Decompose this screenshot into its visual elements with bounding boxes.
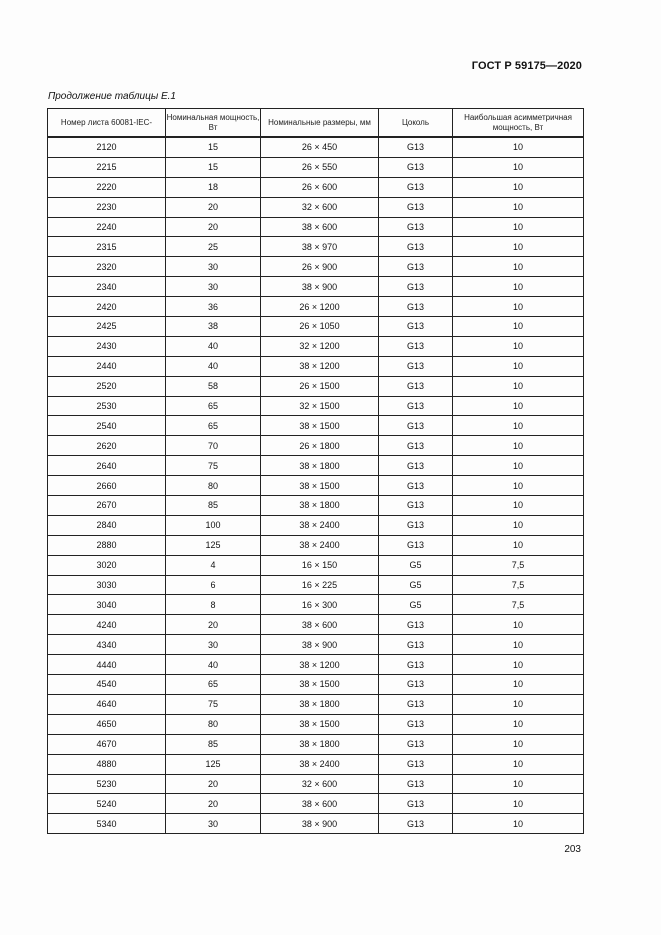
table-row	[48, 555, 584, 575]
cell-sheet-number: 4650	[48, 714, 166, 734]
cell-nominal-dimensions: 38 × 1500	[261, 675, 379, 695]
cell-cap: G5	[379, 575, 453, 595]
cell-nominal-power: 125	[166, 754, 261, 774]
cell-nominal-power: 30	[166, 635, 261, 655]
cell-nominal-power: 4	[166, 555, 261, 575]
cell-nominal-dimensions: 38 × 900	[261, 635, 379, 655]
column-header-nominal-dimensions: Номинальные размеры, мм	[261, 109, 379, 138]
cell-nominal-power: 8	[166, 595, 261, 615]
cell-max-asymmetric-power: 10	[453, 137, 584, 157]
cell-sheet-number: 4670	[48, 734, 166, 754]
cell-nominal-power: 20	[166, 794, 261, 814]
cell-sheet-number: 4340	[48, 635, 166, 655]
cell-nominal-power: 80	[166, 476, 261, 496]
column-header-nominal-power: Номинальная мощность, Вт	[166, 109, 261, 138]
table-row	[48, 575, 584, 595]
cell-max-asymmetric-power: 10	[453, 157, 584, 177]
table-row	[48, 595, 584, 615]
cell-max-asymmetric-power: 10	[453, 356, 584, 376]
table-row	[48, 396, 584, 416]
cell-max-asymmetric-power: 10	[453, 794, 584, 814]
cell-cap: G13	[379, 137, 453, 157]
cell-max-asymmetric-power: 7,5	[453, 595, 584, 615]
cell-nominal-dimensions: 38 × 900	[261, 277, 379, 297]
cell-sheet-number: 2640	[48, 456, 166, 476]
cell-sheet-number: 2430	[48, 336, 166, 356]
cell-sheet-number: 2340	[48, 277, 166, 297]
cell-nominal-power: 30	[166, 277, 261, 297]
table-row	[48, 356, 584, 376]
cell-max-asymmetric-power: 7,5	[453, 575, 584, 595]
cell-nominal-dimensions: 38 × 1200	[261, 356, 379, 376]
cell-max-asymmetric-power: 10	[453, 317, 584, 337]
cell-nominal-dimensions: 32 × 600	[261, 197, 379, 217]
cell-cap: G13	[379, 177, 453, 197]
cell-max-asymmetric-power: 10	[453, 177, 584, 197]
cell-max-asymmetric-power: 10	[453, 217, 584, 237]
table-row	[48, 655, 584, 675]
table-caption: Продолжение таблицы Е.1	[48, 91, 176, 102]
cell-cap: G13	[379, 456, 453, 476]
cell-nominal-power: 100	[166, 515, 261, 535]
cell-sheet-number: 2540	[48, 416, 166, 436]
cell-sheet-number: 5340	[48, 814, 166, 834]
cell-cap: G13	[379, 197, 453, 217]
table-row	[48, 635, 584, 655]
cell-cap: G5	[379, 555, 453, 575]
cell-nominal-dimensions: 38 × 900	[261, 814, 379, 834]
cell-sheet-number: 2240	[48, 217, 166, 237]
cell-cap: G5	[379, 595, 453, 615]
cell-nominal-power: 30	[166, 814, 261, 834]
cell-nominal-dimensions: 38 × 600	[261, 794, 379, 814]
cell-nominal-power: 65	[166, 675, 261, 695]
table-row	[48, 416, 584, 436]
cell-nominal-dimensions: 38 × 2400	[261, 535, 379, 555]
cell-sheet-number: 2120	[48, 137, 166, 157]
table-row	[48, 376, 584, 396]
lamp-data-table	[47, 108, 584, 834]
cell-cap: G13	[379, 376, 453, 396]
cell-cap: G13	[379, 157, 453, 177]
cell-nominal-power: 85	[166, 496, 261, 516]
cell-nominal-dimensions: 38 × 1800	[261, 496, 379, 516]
cell-cap: G13	[379, 694, 453, 714]
cell-nominal-dimensions: 26 × 1500	[261, 376, 379, 396]
cell-max-asymmetric-power: 7,5	[453, 555, 584, 575]
table-row	[48, 157, 584, 177]
cell-sheet-number: 2230	[48, 197, 166, 217]
table-row	[48, 436, 584, 456]
cell-cap: G13	[379, 336, 453, 356]
table-row	[48, 336, 584, 356]
table-row	[48, 734, 584, 754]
cell-sheet-number: 2440	[48, 356, 166, 376]
table-row	[48, 675, 584, 695]
cell-sheet-number: 2520	[48, 376, 166, 396]
table-row	[48, 535, 584, 555]
cell-nominal-power: 40	[166, 356, 261, 376]
cell-nominal-power: 20	[166, 217, 261, 237]
cell-max-asymmetric-power: 10	[453, 257, 584, 277]
cell-nominal-dimensions: 32 × 600	[261, 774, 379, 794]
table-header-row	[48, 109, 584, 138]
cell-cap: G13	[379, 615, 453, 635]
cell-nominal-power: 40	[166, 655, 261, 675]
cell-sheet-number: 2215	[48, 157, 166, 177]
cell-nominal-power: 75	[166, 456, 261, 476]
cell-nominal-dimensions: 16 × 300	[261, 595, 379, 615]
cell-nominal-dimensions: 38 × 970	[261, 237, 379, 257]
table-row	[48, 177, 584, 197]
cell-sheet-number: 4240	[48, 615, 166, 635]
cell-nominal-dimensions: 38 × 2400	[261, 754, 379, 774]
cell-nominal-dimensions: 38 × 1500	[261, 714, 379, 734]
cell-nominal-dimensions: 38 × 1800	[261, 456, 379, 476]
cell-cap: G13	[379, 655, 453, 675]
cell-max-asymmetric-power: 10	[453, 197, 584, 217]
cell-cap: G13	[379, 217, 453, 237]
cell-sheet-number: 4640	[48, 694, 166, 714]
table-row	[48, 694, 584, 714]
cell-nominal-power: 20	[166, 615, 261, 635]
cell-sheet-number: 5240	[48, 794, 166, 814]
cell-sheet-number: 2425	[48, 317, 166, 337]
cell-sheet-number: 2670	[48, 496, 166, 516]
cell-nominal-dimensions: 38 × 1800	[261, 694, 379, 714]
cell-nominal-power: 20	[166, 774, 261, 794]
cell-cap: G13	[379, 714, 453, 734]
table-row	[48, 774, 584, 794]
table-row	[48, 476, 584, 496]
cell-sheet-number: 4440	[48, 655, 166, 675]
cell-nominal-dimensions: 32 × 1500	[261, 396, 379, 416]
table-row	[48, 217, 584, 237]
cell-nominal-dimensions: 26 × 600	[261, 177, 379, 197]
cell-cap: G13	[379, 496, 453, 516]
cell-nominal-dimensions: 38 × 1500	[261, 416, 379, 436]
cell-max-asymmetric-power: 10	[453, 416, 584, 436]
table-row	[48, 515, 584, 535]
cell-sheet-number: 2530	[48, 396, 166, 416]
cell-max-asymmetric-power: 10	[453, 635, 584, 655]
cell-nominal-dimensions: 26 × 1200	[261, 297, 379, 317]
cell-nominal-power: 18	[166, 177, 261, 197]
table-row	[48, 496, 584, 516]
cell-nominal-power: 38	[166, 317, 261, 337]
cell-sheet-number: 3020	[48, 555, 166, 575]
cell-sheet-number: 2315	[48, 237, 166, 257]
cell-nominal-power: 85	[166, 734, 261, 754]
cell-nominal-dimensions: 38 × 1200	[261, 655, 379, 675]
cell-max-asymmetric-power: 10	[453, 754, 584, 774]
table-body	[48, 137, 584, 834]
cell-nominal-power: 65	[166, 416, 261, 436]
cell-sheet-number: 2220	[48, 177, 166, 197]
cell-cap: G13	[379, 436, 453, 456]
cell-nominal-power: 20	[166, 197, 261, 217]
cell-max-asymmetric-power: 10	[453, 655, 584, 675]
cell-nominal-power: 80	[166, 714, 261, 734]
cell-max-asymmetric-power: 10	[453, 297, 584, 317]
cell-cap: G13	[379, 535, 453, 555]
cell-cap: G13	[379, 814, 453, 834]
cell-nominal-power: 6	[166, 575, 261, 595]
cell-max-asymmetric-power: 10	[453, 436, 584, 456]
cell-sheet-number: 4880	[48, 754, 166, 774]
cell-sheet-number: 2880	[48, 535, 166, 555]
table-row	[48, 615, 584, 635]
cell-nominal-power: 65	[166, 396, 261, 416]
cell-sheet-number: 2620	[48, 436, 166, 456]
cell-cap: G13	[379, 476, 453, 496]
cell-cap: G13	[379, 774, 453, 794]
cell-nominal-dimensions: 26 × 550	[261, 157, 379, 177]
cell-max-asymmetric-power: 10	[453, 535, 584, 555]
cell-cap: G13	[379, 297, 453, 317]
cell-nominal-dimensions: 38 × 600	[261, 615, 379, 635]
cell-nominal-dimensions: 38 × 1800	[261, 734, 379, 754]
cell-nominal-dimensions: 38 × 2400	[261, 515, 379, 535]
table-row	[48, 197, 584, 217]
cell-sheet-number: 2320	[48, 257, 166, 277]
standard-code: ГОСТ Р 59175—2020	[471, 60, 582, 72]
cell-cap: G13	[379, 237, 453, 257]
table-row	[48, 297, 584, 317]
cell-nominal-power: 75	[166, 694, 261, 714]
cell-nominal-dimensions: 26 × 900	[261, 257, 379, 277]
table-row	[48, 237, 584, 257]
table-row	[48, 714, 584, 734]
cell-nominal-power: 25	[166, 237, 261, 257]
cell-sheet-number: 2420	[48, 297, 166, 317]
cell-max-asymmetric-power: 10	[453, 396, 584, 416]
table-row	[48, 137, 584, 157]
table-row	[48, 794, 584, 814]
cell-nominal-power: 125	[166, 535, 261, 555]
cell-nominal-dimensions: 26 × 1050	[261, 317, 379, 337]
cell-sheet-number: 3030	[48, 575, 166, 595]
cell-nominal-dimensions: 38 × 1500	[261, 476, 379, 496]
table-row	[48, 257, 584, 277]
cell-max-asymmetric-power: 10	[453, 496, 584, 516]
cell-max-asymmetric-power: 10	[453, 515, 584, 535]
cell-nominal-dimensions: 16 × 150	[261, 555, 379, 575]
cell-max-asymmetric-power: 10	[453, 675, 584, 695]
cell-nominal-power: 30	[166, 257, 261, 277]
cell-max-asymmetric-power: 10	[453, 376, 584, 396]
cell-cap: G13	[379, 416, 453, 436]
cell-max-asymmetric-power: 10	[453, 336, 584, 356]
cell-max-asymmetric-power: 10	[453, 615, 584, 635]
cell-max-asymmetric-power: 10	[453, 237, 584, 257]
cell-sheet-number: 5230	[48, 774, 166, 794]
cell-max-asymmetric-power: 10	[453, 774, 584, 794]
page-number: 203	[564, 844, 581, 855]
cell-cap: G13	[379, 317, 453, 337]
cell-cap: G13	[379, 515, 453, 535]
cell-cap: G13	[379, 356, 453, 376]
cell-cap: G13	[379, 794, 453, 814]
table-row	[48, 754, 584, 774]
cell-sheet-number: 4540	[48, 675, 166, 695]
cell-nominal-power: 58	[166, 376, 261, 396]
cell-cap: G13	[379, 396, 453, 416]
cell-max-asymmetric-power: 10	[453, 456, 584, 476]
table-row	[48, 277, 584, 297]
cell-nominal-dimensions: 26 × 1800	[261, 436, 379, 456]
cell-nominal-dimensions: 16 × 225	[261, 575, 379, 595]
cell-sheet-number: 3040	[48, 595, 166, 615]
cell-max-asymmetric-power: 10	[453, 694, 584, 714]
cell-nominal-dimensions: 26 × 450	[261, 137, 379, 157]
cell-max-asymmetric-power: 10	[453, 814, 584, 834]
cell-sheet-number: 2840	[48, 515, 166, 535]
cell-cap: G13	[379, 277, 453, 297]
cell-cap: G13	[379, 754, 453, 774]
cell-sheet-number: 2660	[48, 476, 166, 496]
cell-max-asymmetric-power: 10	[453, 277, 584, 297]
cell-cap: G13	[379, 675, 453, 695]
column-header-cap: Цоколь	[379, 109, 453, 138]
cell-nominal-power: 70	[166, 436, 261, 456]
table-row	[48, 814, 584, 834]
cell-nominal-power: 15	[166, 157, 261, 177]
column-header-sheet-number: Номер листа 60081-IEC-	[48, 109, 166, 138]
cell-nominal-dimensions: 32 × 1200	[261, 336, 379, 356]
cell-max-asymmetric-power: 10	[453, 714, 584, 734]
table-row	[48, 456, 584, 476]
cell-max-asymmetric-power: 10	[453, 734, 584, 754]
cell-nominal-power: 36	[166, 297, 261, 317]
column-header-max-asymmetric-power: Наибольшая асимметричная мощность, Вт	[453, 109, 584, 138]
cell-nominal-dimensions: 38 × 600	[261, 217, 379, 237]
cell-cap: G13	[379, 635, 453, 655]
cell-cap: G13	[379, 734, 453, 754]
cell-cap: G13	[379, 257, 453, 277]
table-row	[48, 317, 584, 337]
cell-nominal-power: 15	[166, 137, 261, 157]
cell-nominal-power: 40	[166, 336, 261, 356]
cell-max-asymmetric-power: 10	[453, 476, 584, 496]
